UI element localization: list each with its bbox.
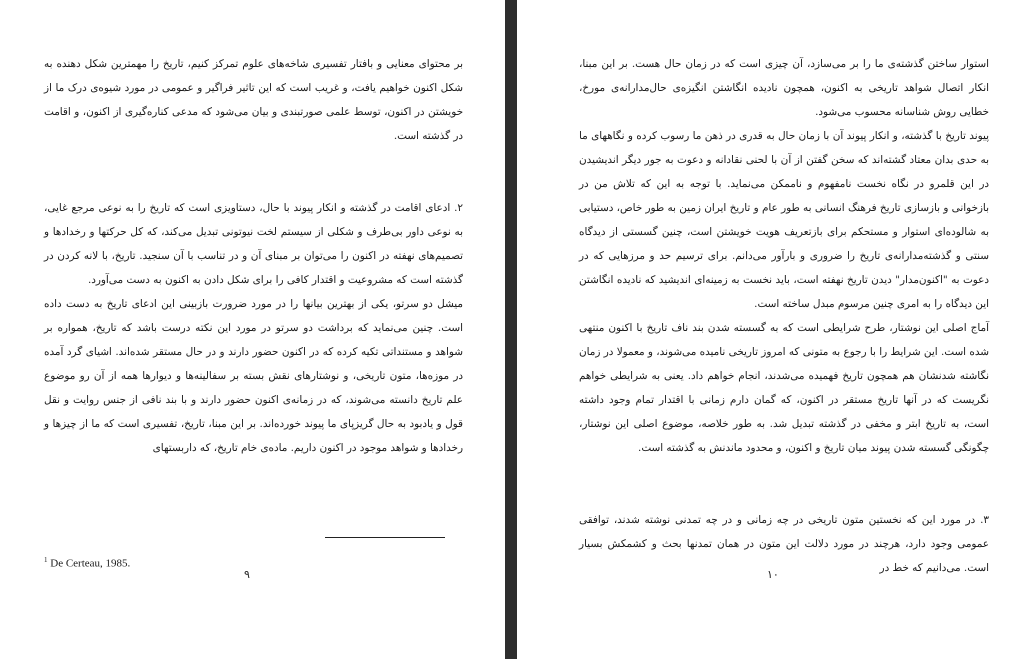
right-paragraph-4: ۳. در مورد این که نخستین متون تاریخی در چه زمانی و در چه تمدنی نوشته شدند، توافقی عمومی وجود دارد، هرچند در مورد دلالت این متون در همان تمدنها بحث و کشمکش بسیار است. می‌دانیم که خط در xyxy=(579,514,989,574)
right-paragraph-3: آماج اصلی این نوشتار، طرح شرایطی است که به گسسته شدن بند ناف تاریخ با اکنون منتهی شده است. این شرایط را با رجوع به متونی که امروز تاریخی نامیده می‌شوند، و معمولا در زمان نگاشته شدنشان هم همچون تاریخ فهمیده می‌شدند، انجام خواهم داد. یعنی به شرایطی خواهم نگریست که در آنها تاریخ مستقر در اکنون، که گمان دارم زمانی با اقتدار تمام وجود داشته است، به تاریخ ابتر و مخفی در گذشته تبدیل شد. به طور خلاصه، موضوع اصلی این نوشتار، چگونگی گسسته شدن پیوند میان تاریخ و اکنون، و محدود ماندنش به گذشته است. xyxy=(579,322,989,454)
right-page-body xyxy=(579,52,989,580)
page-gutter xyxy=(505,0,517,659)
footnote xyxy=(44,556,130,570)
footnote-text: De Certeau, 1985. xyxy=(50,557,131,570)
left-paragraph-1: بر محتوای معنایی و بافتار تفسیری شاخه‌های علوم تمرکز کنیم، تاریخ را مهمترین شکل دهنده به شکل اکنون خواهیم یافت، و غریب است که این تاثیر فراگیر و عمومی در مورد شیوه‌ی درک ما از خویشتن در اکنون، توسط علمی صورتبندی و بیان می‌شود که مدعی کناره‌گیری از اکنون، و اقامت در گذشته است. xyxy=(44,58,463,142)
footnote-mark: 1 xyxy=(44,556,48,564)
left-paragraph-3: میشل دو سرتو، یکی از بهترین بیانها را در مورد ضرورت بازبینی این ادعای تاریخ به دست داده است. چنین می‌نماید که برداشت دو سرتو در مورد این نکته درست باشد که تاریخ، همواره بر شواهد و مستنداتی تکیه کرده که در اکنون حضور دارند و در حال مستقر شده‌اند. اشیای گرد آمده در موزه‌ها، متون تاریخی، و نوشتارهای نقش بسته بر سفالینه‌ها و دیوارها همه از آن رو موضوع علم تاریخ دانسته می‌شوند، که در زمانه‌ی اکنون حضور دارند و با بند نافی از جنس روایت و نقل قول و یادبود به حال گریزپای ما پیوند خورده‌اند. بر این مبنا، تاریخ، تفسیری است که ما از چیزها و رخدادها و شواهد موجود در اکنون داریم. ماده‌ی خام تاریخ، که داربستهای xyxy=(44,298,463,454)
left-page-body xyxy=(44,52,463,460)
left-page-number: ۹ xyxy=(244,568,250,581)
right-paragraph-2: پیوند تاریخ با گذشته، و انکار پیوند آن با زمان حال به قدری در ذهن ما رسوب کرده و نگاههای ما به حدی بدان معتاد گشته‌اند که سخن گفتن از آن با لحنی نقادانه و دعوت به جور دیگر اندیشیدن در این قلمرو در نگاه نخست نامفهوم و ناممکن می‌نماید. با توجه به این که تلاش من در بازخوانی و بازسازی تاریخ فرهنگ انسانی به طور عام و تاریخ ایران زمین به طور خاص، دستیابی به شالوده‌ای استوار و مستحکم برای بازتعریف هویت خویشتن است، چنین گسستی از دیدگاه سنتی و گذشته‌مدارانه‌ی تاریخ را ضروری و بارآور می‌دانم. برای ترسیم حد و مرزهایی که در دعوت به "اکنون‌مدار" دیدن تاریخ نهفته است، باید نخست به زمینه‌ای اندیشید که نادیده انگاشتن این دیدگاه را به امری چنین مرسوم مبدل ساخته است. xyxy=(579,130,989,310)
right-page xyxy=(517,0,1024,659)
right-paragraph-1: استوار ساختن گذشته‌ی ما را بر می‌سازد، آن چیزی است که در زمان حال هست. بر این مبنا، انکار اتصال شواهد تاریخی به اکنون، همچون نادیده انگاشتن انگیزه‌ی حال‌مدارانه‌ی مورخ، خطایی روش شناسانه محسوب می‌شود. xyxy=(579,58,989,118)
left-page xyxy=(0,0,505,659)
right-page-number: ۱۰ xyxy=(767,568,779,581)
footnote-divider xyxy=(325,537,445,538)
left-paragraph-2: ۲. ادعای اقامت در گذشته و انکار پیوند با حال، دستاویزی است که تاریخ را به نوعی مرجع غایی، به نوعی داور بی‌طرف و شکلی از سیستم لخت نیوتونی تبدیل می‌کند، که کل حرکتها و رخدادها و تصمیم‌های نهفته در اکنون را می‌توان بر مبنای آن و در تناسب با آن سنجید. تاریخ، با لانه کردن در گذشته است که مشروعیت و اقتدار کافی را برای شکل دادن به اکنون به دست می‌آورد. xyxy=(44,202,463,286)
